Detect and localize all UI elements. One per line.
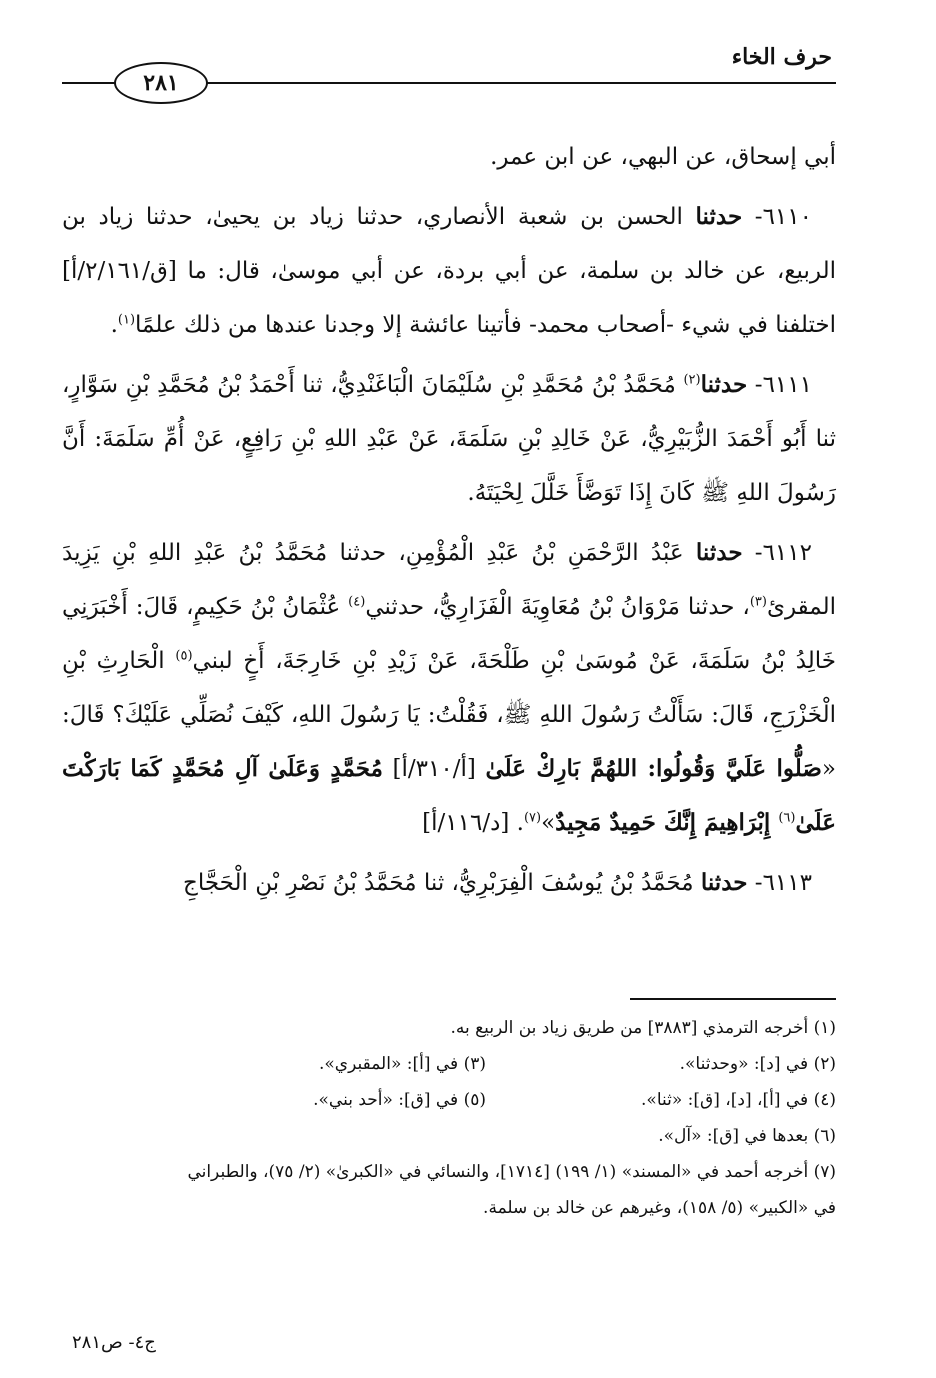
footnote-ref: (١) xyxy=(117,312,136,328)
hadith-number: ٦١١٠- xyxy=(742,204,812,230)
footnote-ref: (٣) xyxy=(749,594,767,610)
page-number-badge xyxy=(114,62,208,104)
manuscript-ref: . [د/١١٦/أ] xyxy=(422,810,524,836)
prophetic-text: مُحَمَّدٍ وَعَلَىٰ آلِ مُحَمَّدٍ كَمَا بَارَكْتَ عَلَىٰ xyxy=(62,755,836,836)
closing-quote: » xyxy=(541,810,556,836)
footnote-7-continued: في «الكبير» (٥/ ١٥٨)، وغيرهم عن خالد بن سلمة. xyxy=(483,1198,836,1218)
hadith-text: الْحَارِثِ بْنِ الْخَزْرَجِ، قَالَ: سَأَلْتُ رَسُولَ اللهِ ﷺ، فَقُلْتُ: يَا رَسُولَ اللهِ، كَيْفَ نُصَلِّي عَلَيْكَ؟ قَالَ: « xyxy=(62,648,836,782)
footnote-1: (١) أخرجه الترمذي [٣٨٨٣] من طريق زياد بن الربيع به. xyxy=(450,1018,836,1038)
hadith-6112 xyxy=(62,526,836,850)
footnote-7: (٧) أخرجه أحمد في «المسند» (١/ ١٩٩) [١٧١٤]، والنسائي في «الكبرىٰ» (٢/ ٧٥)، والطبراني xyxy=(187,1162,836,1182)
footnote-ref: (٦) xyxy=(778,810,796,826)
footnote-6: (٦) بعدها في [ق]: «آل». xyxy=(658,1126,836,1146)
page-number: ٢٨١ xyxy=(143,70,179,96)
running-header-title: حرف الخاء xyxy=(731,44,832,70)
footnote-3: (٣) في [أ]: «المقبري». xyxy=(319,1054,486,1074)
prophetic-text: إِبْرَاهِيمَ إِنَّكَ حَمِيدٌ مَجِيدٌ xyxy=(555,809,779,836)
manuscript-ref: [أ/٣١٠/أ] xyxy=(382,756,486,782)
hadith-lead-word: حدثنا xyxy=(700,869,748,896)
footnote-4: (٤) في [أ]، [د]، [ق]: «ثنا». xyxy=(641,1090,836,1110)
hadith-text: مُحَمَّدُ بْنُ مُحَمَّدِ بْنِ سُلَيْمَانَ الْبَاغَنْدِيُّ، ثنا أَحْمَدُ بْنُ مُحَمَّدِ بْنِ سَوَّارٍ، ثنا أَبُو أَحْمَدَ الزُّبَيْرِيُّ، عَنْ خَالِدِ بْنِ سَلَمَةَ، عَنْ عَبْدِ اللهِ بْنِ رَافِعٍ، عَنْ أُمِّ سَلَمَةَ: أَنَّ رَسُولَ اللهِ ﷺ كَانَ إِذَا تَوَضَّأَ خَلَّلَ لِحْيَتَهُ. xyxy=(62,372,836,506)
folio-reference: ج٤- ص٢٨١ xyxy=(72,1332,156,1353)
footnote-row xyxy=(62,1046,836,1082)
hadith-text: عُثْمَانُ بْنُ حَكِيمٍ، قَالَ: أَخْبَرَنِي خَالِدُ بْنُ سَلَمَةَ، عَنْ مُوسَىٰ بْنِ طَلْحَةَ، عَنْ زَيْدِ بْنِ خَارِجَةَ، أَخٍ لبني xyxy=(62,594,836,674)
hadith-6111 xyxy=(62,358,836,520)
main-text xyxy=(62,130,836,910)
footnote-ref: (٤) xyxy=(348,594,366,610)
footnote-separator xyxy=(630,998,836,1000)
hadith-lead-word: حدثنا xyxy=(695,203,743,230)
footnote-5: (٥) في [ق]: «أحد بني». xyxy=(313,1090,486,1110)
hadith-6110 xyxy=(62,190,836,352)
hadith-6113 xyxy=(62,856,836,910)
paragraph-text: أبي إسحاق، عن البهي، عن ابن عمر. xyxy=(490,144,836,170)
footnote-row xyxy=(62,1082,836,1118)
hadith-text: مُحَمَّدُ بْنُ يُوسُفَ الْفِرَبْرِيُّ، ثنا مُحَمَّدُ بْنُ نَصْرِ بْنِ الْحَجَّاجِ xyxy=(182,870,701,896)
hadith-lead-word: حدثنا xyxy=(695,539,743,566)
hadith-end: . xyxy=(110,312,118,338)
hadith-text: ، حدثنا مَرْوَانُ بْنُ مُعَاوِيَةَ الْفَزَارِيُّ، حدثني xyxy=(365,594,750,620)
hadith-number: ٦١١١- xyxy=(747,372,812,398)
footnote-ref: (٥) xyxy=(175,648,193,664)
hadith-text: الحسن بن شعبة الأنصاري، حدثنا زياد بن يحيىٰ، حدثنا زياد بن الربيع، عن خالد بن سلمة، عن أبي بردة، عن أبي موسىٰ، قال: ما [ق/٢/١٦١/أ] اختلفنا في شيء -أصحاب محمد- فأتينا عائشة إلا وجدنا عندها من ذلك علمًا xyxy=(62,204,836,338)
hadith-text: عَبْدُ الرَّحْمَنِ بْنُ عَبْدِ الْمُؤْمِنِ، حدثنا مُحَمَّدُ بْنُ عَبْدِ اللهِ بْنِ يَزِيدَ المقرئ xyxy=(62,540,837,620)
footnote-ref: (٧) xyxy=(523,810,542,826)
paragraph-continuation xyxy=(62,130,836,184)
hadith-number: ٦١١٣- xyxy=(747,870,812,896)
prophetic-text: صَلُّوا عَلَيَّ وَقُولُوا: اللهُمَّ بَارِكْ عَلَىٰ xyxy=(485,755,822,782)
footnote-ref: (٢) xyxy=(683,372,701,388)
footnotes xyxy=(62,1010,836,1226)
hadith-lead-word: حدثنا xyxy=(700,371,748,398)
footnote-2: (٢) في [د]: «وحدثنا». xyxy=(679,1054,836,1074)
hadith-number: ٦١١٢- xyxy=(742,540,812,566)
